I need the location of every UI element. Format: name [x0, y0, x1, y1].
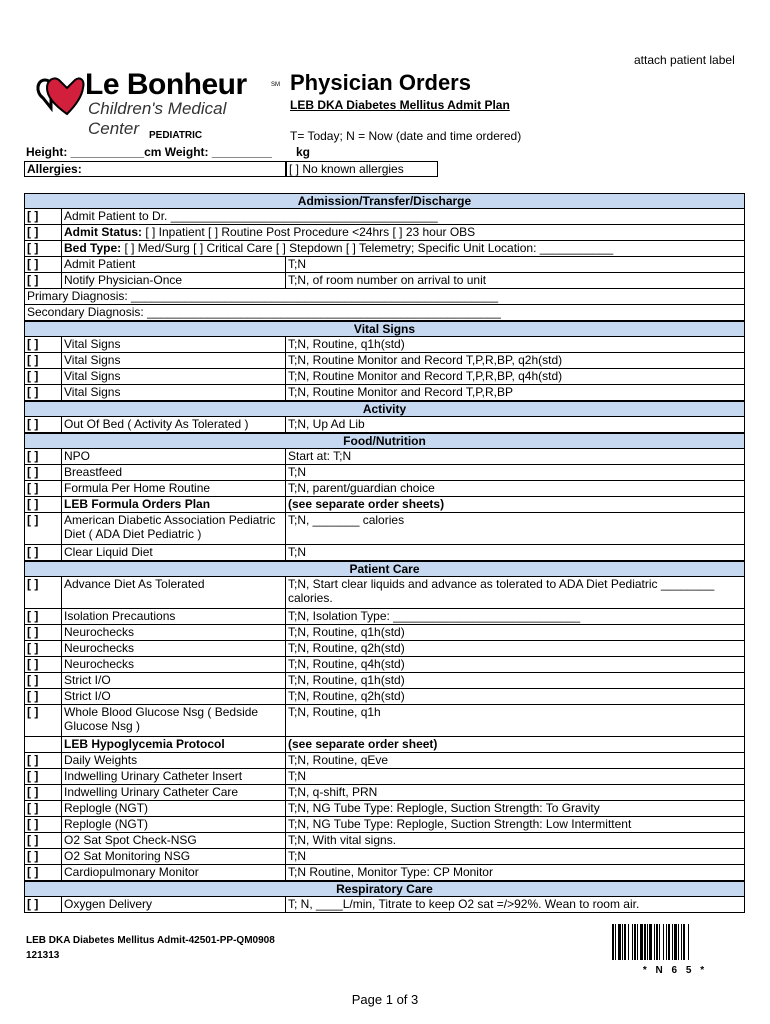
order-name: Formula Per Home Routine [62, 481, 286, 497]
order-detail: T;N, Start clear liquids and advance as tolerated to ADA Diet Pediatric ________ calories. [286, 577, 745, 609]
order-row [24, 673, 745, 689]
order-detail: (see separate order sheets) [286, 497, 745, 513]
section-header: Food/Nutrition [24, 433, 745, 449]
barcode [610, 924, 740, 974]
order-detail: Start at: T;N [286, 449, 745, 465]
order-detail: T;N, Routine Monitor and Record T,P,R,BP, q4h(std) [286, 369, 745, 385]
order-detail: T;N, Routine, q1h(std) [286, 625, 745, 641]
allergies-field[interactable]: Allergies: [24, 161, 286, 177]
order-row [24, 369, 745, 385]
order-row [24, 801, 745, 817]
order-detail: T;N, Routine Monitor and Record T,P,R,BP [286, 385, 745, 401]
order-text: Admit Status: [ ] Inpatient [ ] Routine Post Procedure <24hrs [ ] 23 hour OBS [62, 225, 745, 241]
order-row [24, 849, 745, 865]
order-detail: T;N, With vital signs. [286, 833, 745, 849]
order-row [24, 769, 745, 785]
height-weight-field[interactable]: Height: ___________cm Weight: _________ [26, 145, 272, 159]
order-row [24, 289, 745, 305]
order-detail: T;N, Routine, qEve [286, 753, 745, 769]
order-detail: T;N, Routine Monitor and Record T,P,R,BP, q2h(std) [286, 353, 745, 369]
section-header: Patient Care [24, 561, 745, 577]
order-detail: T;N [286, 465, 745, 481]
order-name: O2 Sat Spot Check-NSG [62, 833, 286, 849]
order-checkbox[interactable]: [ ] [24, 369, 62, 385]
order-checkbox[interactable]: [ ] [24, 417, 62, 433]
order-checkbox[interactable]: [ ] [24, 497, 62, 513]
order-name: Neurochecks [62, 641, 286, 657]
order-name: Vital Signs [62, 369, 286, 385]
order-row [24, 865, 745, 881]
logo-service-mark: SM [271, 82, 280, 88]
order-detail: T;N, NG Tube Type: Replogle, Suction Strength: To Gravity [286, 801, 745, 817]
order-checkbox[interactable]: [ ] [24, 673, 62, 689]
order-detail: T;N, q-shift, PRN [286, 785, 745, 801]
attach-patient-label: attach patient label [634, 53, 735, 67]
order-checkbox[interactable]: [ ] [24, 785, 62, 801]
order-detail: T;N, of room number on arrival to unit [286, 273, 745, 289]
order-checkbox[interactable]: [ ] [24, 801, 62, 817]
order-text: Bed Type: [ ] Med/Surg [ ] Critical Care [ ] Stepdown [ ] Telemetry; Specific Unit Location: ___________ [62, 241, 745, 257]
order-checkbox[interactable]: [ ] [24, 449, 62, 465]
plan-subtitle: LEB DKA Diabetes Mellitus Admit Plan [290, 98, 510, 112]
order-row [24, 209, 745, 225]
order-name: Indwelling Urinary Catheter Insert [62, 769, 286, 785]
order-row [24, 817, 745, 833]
order-checkbox[interactable]: [ ] [24, 209, 62, 225]
order-checkbox[interactable]: [ ] [24, 465, 62, 481]
order-checkbox[interactable]: [ ] [24, 657, 62, 673]
order-row [24, 545, 745, 561]
order-row [24, 273, 745, 289]
order-checkbox[interactable]: [ ] [24, 865, 62, 881]
order-row [24, 705, 745, 737]
order-name: Vital Signs [62, 337, 286, 353]
order-name: LEB Formula Orders Plan [62, 497, 286, 513]
barcode-icon [610, 924, 740, 960]
order-row [24, 257, 745, 273]
order-name: American Diabetic Association Pediatric Diet ( ADA Diet Pediatric ) [62, 513, 286, 545]
order-row [24, 481, 745, 497]
page-number: Page 1 of 3 [351, 992, 419, 1007]
page-title: Physician Orders [290, 70, 471, 95]
order-checkbox[interactable]: [ ] [24, 849, 62, 865]
order-row [24, 417, 745, 433]
order-name: NPO [62, 449, 286, 465]
order-name: Admit Patient [62, 257, 286, 273]
weight-unit: kg [296, 145, 311, 159]
order-row [24, 337, 745, 353]
order-name: Out Of Bed ( Activity As Tolerated ) [62, 417, 286, 433]
order-row [24, 609, 745, 625]
no-known-allergies-checkbox[interactable]: [ ] No known allergies [286, 161, 438, 177]
section-header: Activity [24, 401, 745, 417]
order-name: Strict I/O [62, 673, 286, 689]
order-name: Vital Signs [62, 385, 286, 401]
order-checkbox[interactable]: [ ] [24, 481, 62, 497]
order-name: Neurochecks [62, 625, 286, 641]
order-detail: T;N Routine, Monitor Type: CP Monitor [286, 865, 745, 881]
order-checkbox[interactable]: [ ] [24, 609, 62, 625]
order-checkbox[interactable]: [ ] [24, 833, 62, 849]
order-text: Admit Patient to Dr. ________________________________________ [62, 209, 745, 225]
order-row [24, 753, 745, 769]
order-row [24, 465, 745, 481]
order-detail: T;N, Routine, q1h [286, 705, 745, 737]
order-row [24, 737, 745, 753]
order-detail: T;N, Routine, q2h(std) [286, 641, 745, 657]
order-detail: T;N, Isolation Type: ____________________________ [286, 609, 745, 625]
order-row [24, 657, 745, 673]
section-header: Admission/Transfer/Discharge [24, 193, 745, 209]
order-checkbox[interactable]: [ ] [24, 225, 62, 241]
order-row [24, 785, 745, 801]
order-checkbox[interactable]: [ ] [24, 625, 62, 641]
order-name: Neurochecks [62, 657, 286, 673]
order-name: Replogle (NGT) [62, 817, 286, 833]
order-detail: T;N [286, 257, 745, 273]
order-checkbox[interactable]: [ ] [24, 337, 62, 353]
order-row [24, 241, 745, 257]
order-name: Vital Signs [62, 353, 286, 369]
order-name: Notify Physician-Once [62, 273, 286, 289]
diagnosis-field[interactable]: Primary Diagnosis: _______________________________________________________ [24, 289, 745, 305]
order-detail: (see separate order sheet) [286, 737, 745, 753]
order-name: Advance Diet As Tolerated [62, 577, 286, 609]
order-row [24, 225, 745, 241]
order-detail: T;N, Routine, q2h(std) [286, 689, 745, 705]
order-name: Clear Liquid Diet [62, 545, 286, 561]
order-name: Strict I/O [62, 689, 286, 705]
order-detail: T;N, Routine, q1h(std) [286, 673, 745, 689]
order-checkbox[interactable]: [ ] [24, 577, 62, 609]
order-name: Daily Weights [62, 753, 286, 769]
order-detail: T;N, Up Ad Lib [286, 417, 745, 433]
order-detail: T;N [286, 545, 745, 561]
order-detail: T;N, parent/guardian choice [286, 481, 745, 497]
order-checkbox[interactable]: [ ] [24, 689, 62, 705]
pediatric-label: PEDIATRIC [149, 130, 203, 141]
order-checkbox[interactable]: [ ] [24, 705, 62, 737]
order-checkbox[interactable]: [ ] [24, 769, 62, 785]
section-header: Vital Signs [24, 321, 745, 337]
order-name: Breastfeed [62, 465, 286, 481]
order-checkbox[interactable]: [ ] [24, 897, 62, 913]
order-detail: T;N [286, 769, 745, 785]
section-header: Respiratory Care [24, 881, 745, 897]
order-detail: T;N [286, 849, 745, 865]
order-name: Oxygen Delivery [62, 897, 286, 913]
order-checkbox[interactable]: [ ] [24, 513, 62, 545]
order-row [24, 833, 745, 849]
order-checkbox[interactable]: [ ] [24, 353, 62, 369]
order-checkbox[interactable]: [ ] [24, 385, 62, 401]
logo-subtitle: Children's Medical Center [88, 99, 227, 138]
order-name: O2 Sat Monitoring NSG [62, 849, 286, 865]
order-detail: T; N, ____L/min, Titrate to keep O2 sat =/>92%. Wean to room air. [286, 897, 745, 913]
order-detail: T;N, NG Tube Type: Replogle, Suction Strength: Low Intermittent [286, 817, 745, 833]
time-legend: T= Today; N = Now (date and time ordered) [290, 129, 522, 143]
heart-logo-icon [33, 68, 85, 120]
form-id: LEB DKA Diabetes Mellitus Admit-42501-PP-QM0908 [26, 935, 275, 946]
order-row [24, 641, 745, 657]
order-row [24, 897, 745, 913]
order-checkbox[interactable]: [ ] [24, 641, 62, 657]
order-detail: T;N, Routine, q1h(std) [286, 337, 745, 353]
order-row [24, 625, 745, 641]
order-checkbox[interactable]: [ ] [24, 817, 62, 833]
order-checkbox[interactable]: [ ] [24, 753, 62, 769]
order-checkbox[interactable]: [ ] [24, 545, 62, 561]
order-row [24, 497, 745, 513]
order-name: Isolation Precautions [62, 609, 286, 625]
order-detail: T;N, Routine, q4h(std) [286, 657, 745, 673]
order-detail: T;N, _______ calories [286, 513, 745, 545]
logo-word: Le Bonheur [85, 68, 247, 101]
order-row [24, 449, 745, 465]
order-name: Replogle (NGT) [62, 801, 286, 817]
order-name: Indwelling Urinary Catheter Care [62, 785, 286, 801]
order-checkbox[interactable] [24, 737, 62, 753]
order-row [24, 353, 745, 369]
order-name: LEB Hypoglycemia Protocol [62, 737, 286, 753]
order-row [24, 305, 745, 321]
order-name: Whole Blood Glucose Nsg ( Bedside Glucose Nsg ) [62, 705, 286, 737]
order-row [24, 385, 745, 401]
order-row [24, 577, 745, 609]
order-checkbox[interactable]: [ ] [24, 273, 62, 289]
order-checkbox[interactable]: [ ] [24, 241, 62, 257]
order-checkbox[interactable]: [ ] [24, 257, 62, 273]
diagnosis-field[interactable]: Secondary Diagnosis: _____________________________________________________ [24, 305, 745, 321]
barcode-text: * N 6 5 * [642, 965, 708, 976]
order-row [24, 513, 745, 545]
order-name: Cardiopulmonary Monitor [62, 865, 286, 881]
form-code: 121313 [26, 950, 60, 961]
order-row [24, 689, 745, 705]
